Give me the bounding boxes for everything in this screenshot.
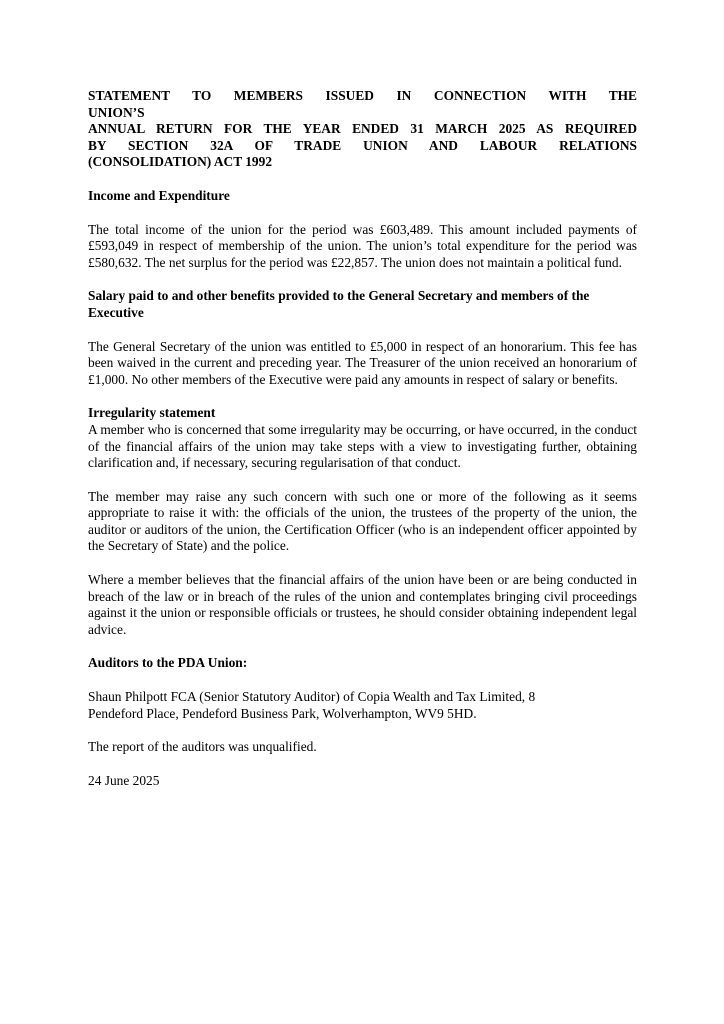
irregularity-heading: Irregularity statement (88, 405, 216, 421)
income-paragraph: The total income of the union for the period was £603,489. This amount included payments of £593,049 in respect of membership of the union. The union’s total expenditure for the period was £580,632. The net surplus for the period was £22,857. The union does not maintain a political fund. (88, 221, 637, 270)
title-line: UNION’S (88, 104, 145, 120)
title-line: ANNUAL RETURN FOR THE YEAR ENDED 31 MARCH 2025 AS REQUIRED (88, 121, 637, 137)
title-line: (CONSOLIDATION) ACT 1992 (88, 154, 273, 170)
title-line: BY SECTION 32A OF TRADE UNION AND LABOUR RELATIONS (88, 137, 637, 153)
document-date: 24 June 2025 (88, 772, 160, 788)
irregularity-paragraph-1: A member who is concerned that some irregularity may be occurring, or have occurred, in the conduct of the financial affairs of the union may take steps with a view to investigating further, obtaining clarification and, if necessary, securing regularisation of that conduct. (88, 421, 637, 471)
irregularity-paragraph-3: Where a member believes that the financial affairs of the union have been or are being conducted in breach of the law or in breach of the rules of the union and contemplates bringing civil proceedings against it the union or responsible officials or trustees, he should consider obtaining independent legal advice. (88, 572, 637, 637)
auditors-address-line-1: Shaun Philpott FCA (Senior Statutory Auditor) of Copia Wealth and Tax Limited, 8 (88, 689, 536, 705)
salary-heading: Salary paid to and other benefits provided to the General Secretary and members of the Executive (88, 288, 590, 320)
income-heading: Income and Expenditure (88, 187, 230, 203)
document-title (88, 88, 637, 171)
auditors-address (88, 689, 637, 722)
document-page (88, 88, 637, 789)
auditors-heading: Auditors to the PDA Union: (88, 655, 248, 671)
title-line: STATEMENT TO MEMBERS ISSUED IN CONNECTION WITH THE (88, 88, 637, 103)
auditors-address-line-2: Pendeford Place, Pendeford Business Park, Wolverhampton, WV9 5HD. (88, 705, 477, 721)
irregularity-paragraph-2: The member may raise any such concern with such one or more of the following as it seems appropriate to raise it with: the officials of the union, the trustees of the property of the union, the auditor or auditors of the union, the Certification Officer (who is an independent officer appointed by the Secretary of State) and the police. (88, 488, 637, 554)
auditors-report: The report of the auditors was unqualified. (88, 739, 317, 755)
salary-paragraph: The General Secretary of the union was entitled to £5,000 in respect of an honorarium. This fee has been waived in the current and preceding year. The Treasurer of the union received an honorarium of £1,000. No other members of the Executive were paid any amounts in respect of salary or benefits. (88, 338, 637, 387)
